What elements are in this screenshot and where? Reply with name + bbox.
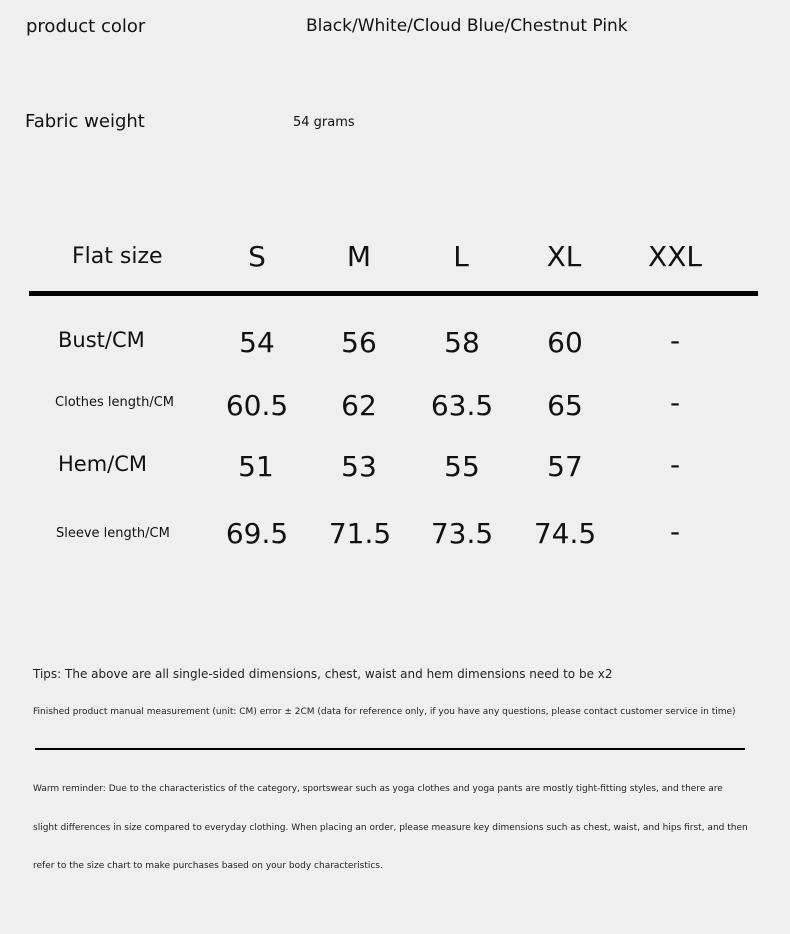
cell-hem-xl: 57 [547, 450, 583, 483]
cell-bust-s: 54 [239, 326, 275, 359]
cell-clothes-length-l: 63.5 [430, 389, 494, 422]
reminder-line-2: slight differences in size compared to everyday clothing. When placing an order, please measure key dimensions such as chest, waist, and hips first, and then [33, 823, 748, 833]
table-header-rule [29, 291, 758, 296]
tips-divider [35, 748, 745, 750]
cell-clothes-length-m: 62 [341, 389, 377, 422]
cell-clothes-length-xxl: - [669, 386, 681, 419]
cell-bust-l: 58 [444, 326, 480, 359]
cell-sleeve-length-s: 69.5 [225, 517, 289, 550]
cell-hem-s: 51 [238, 450, 274, 483]
cell-hem-m: 53 [341, 450, 377, 483]
reminder-line-3: refer to the size chart to make purchases based on your body characteristics. [33, 861, 383, 871]
fabric-weight-label: Fabric weight [25, 111, 145, 132]
reminder-line-1: Warm reminder: Due to the characteristics of the category, sportswear such as yoga clothes and yoga pants are mostly tight-fitting styles, and there are [33, 784, 723, 794]
cell-bust-xl: 60 [547, 326, 583, 359]
product-color-label: product color [26, 16, 146, 37]
cell-sleeve-length-xxl: - [669, 515, 681, 548]
cell-clothes-length-xl: 65 [547, 389, 583, 422]
fabric-weight-value: 54 grams [293, 115, 355, 130]
tips-line-1: Tips: The above are all single-sided dimensions, chest, waist and hem dimensions need to be x2 [33, 667, 613, 681]
cell-clothes-length-s: 60.5 [225, 389, 289, 422]
size-header-m: M [346, 240, 372, 273]
row-label-clothes-length: Clothes length/CM [55, 395, 174, 410]
tips-line-2: Finished product manual measurement (unit: CM) error ± 2CM (data for reference only, if you have any questions, please contact customer service in time) [33, 707, 736, 717]
row-label-bust: Bust/CM [58, 328, 145, 352]
cell-sleeve-length-xl: 74.5 [533, 517, 597, 550]
cell-sleeve-length-l: 73.5 [430, 517, 494, 550]
size-header-xxl: XXL [648, 240, 702, 273]
flat-size-header: Flat size [72, 244, 163, 269]
cell-bust-xxl: - [669, 324, 681, 357]
row-label-sleeve-length: Sleeve length/CM [56, 526, 170, 541]
cell-sleeve-length-m: 71.5 [328, 517, 392, 550]
cell-bust-m: 56 [341, 326, 377, 359]
size-header-xl: XL [546, 240, 582, 273]
cell-hem-xxl: - [669, 448, 681, 481]
row-label-hem: Hem/CM [58, 452, 148, 476]
product-color-value: Black/White/Cloud Blue/Chestnut Pink [306, 16, 628, 36]
cell-hem-l: 55 [444, 450, 480, 483]
size-header-l: L [453, 240, 469, 273]
size-header-s: S [248, 240, 266, 273]
